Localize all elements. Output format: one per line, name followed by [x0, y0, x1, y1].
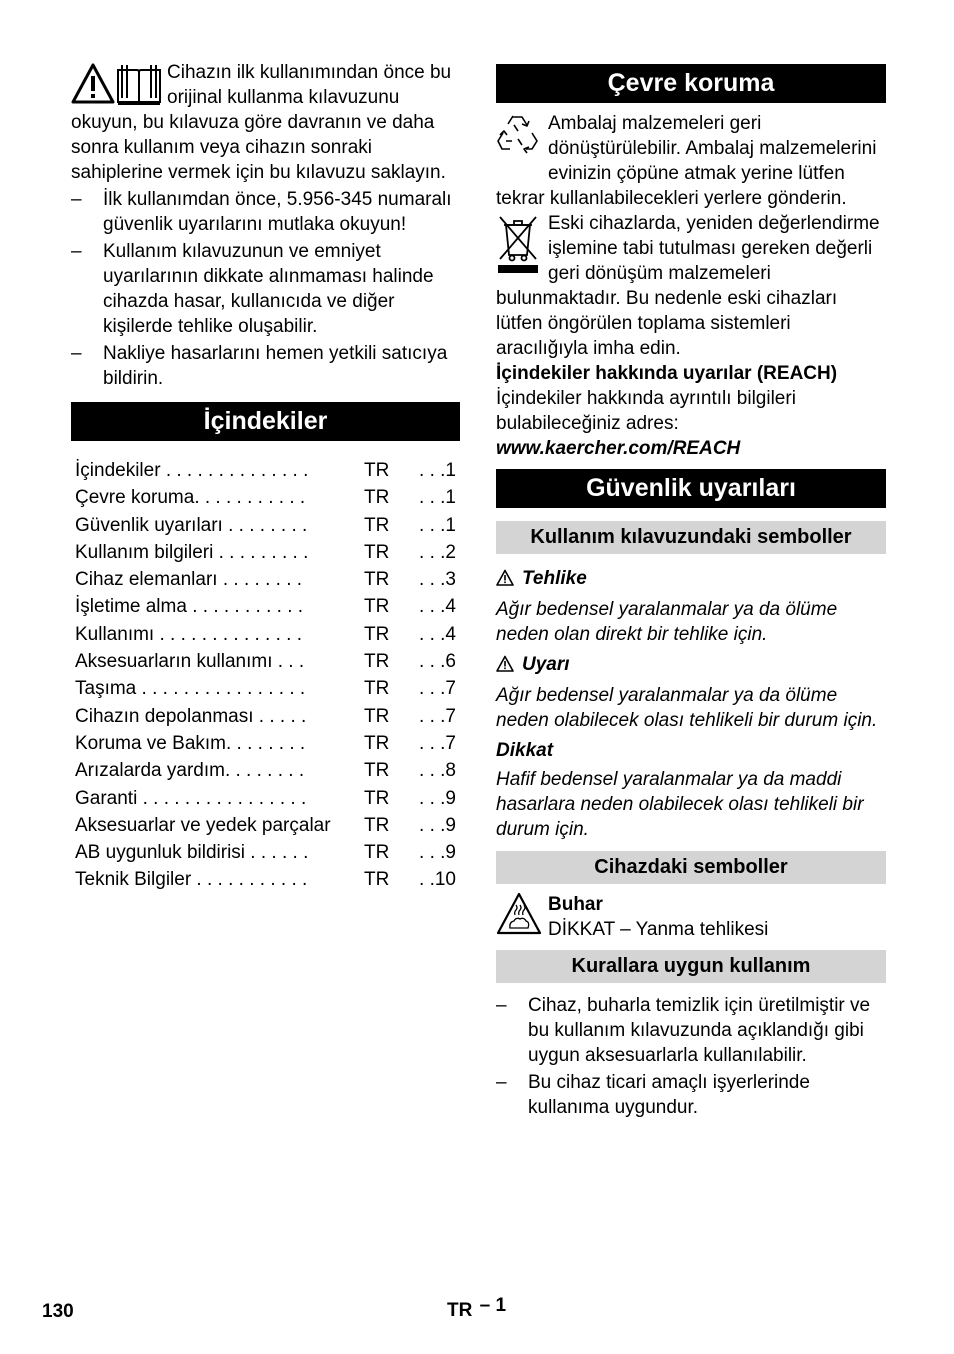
weee-section — [496, 211, 886, 361]
toc-title: Kullanım bilgileri . . . . . . . . . — [75, 541, 309, 563]
toc-lang: TR — [364, 787, 390, 809]
toc-page: . . .4 — [419, 596, 456, 618]
toc-lang: TR — [364, 842, 390, 864]
toc-row[interactable] — [71, 839, 460, 866]
crossed-bin-icon — [496, 211, 540, 282]
toc-title: Aksesuarlar ve yedek parçalar — [75, 814, 331, 836]
toc-lang: TR — [364, 760, 390, 782]
toc-row[interactable] — [71, 484, 460, 511]
env-heading: Çevre koruma — [496, 64, 886, 103]
toc-lang: TR — [364, 678, 390, 700]
toc-lang: TR — [364, 869, 390, 891]
recycle-section — [496, 111, 886, 211]
table-of-contents — [71, 457, 460, 894]
caution-text: Hafif bedensel yaralanmalar ya da maddi hasarlara neden olabilecek olası tehlikeli bir durum için. — [496, 769, 864, 840]
reach-url[interactable]: www.kaercher.com/REACH — [496, 438, 741, 459]
toc-title: Aksesuarların kullanımı . . . — [75, 651, 305, 673]
toc-title: Taşıma . . . . . . . . . . . . . . . . — [75, 678, 306, 700]
left-column — [71, 58, 460, 894]
toc-page: . . .9 — [419, 787, 456, 809]
toc-page: . .10 — [419, 869, 456, 891]
toc-page: . . .3 — [419, 569, 456, 591]
toc-page: . . .7 — [419, 732, 456, 754]
toc-title: Garanti . . . . . . . . . . . . . . . . — [75, 787, 307, 809]
toc-page: . . .4 — [419, 623, 456, 645]
proper-use-heading: Kurallara uygun kullanım — [496, 950, 886, 983]
right-column — [496, 58, 886, 1120]
toc-row[interactable] — [71, 593, 460, 620]
footer-lang-page — [447, 1295, 507, 1323]
toc-title: İşletime alma . . . . . . . . . . . — [75, 596, 304, 618]
footer-dash-page: – 1 — [479, 1295, 507, 1316]
toc-page: . . .2 — [419, 541, 456, 563]
list-item: – İlk kullanımdan önce, 5.956-345 numaralı güvenlik uyarılarını mutlaka okuyun! — [71, 187, 460, 237]
toc-page: . . .1 — [419, 487, 456, 509]
page-number: 130 — [42, 1301, 74, 1322]
toc-row[interactable] — [71, 539, 460, 566]
warning-label: Uyarı — [522, 654, 570, 675]
toc-row[interactable] — [71, 648, 460, 675]
list-item: – Kullanım kılavuzunun ve emniyet uyarılarının dikkate alınmaması halinde cihazda hasar, kullanıcıda ve diğer kişilerde tehlike oluşabilir. — [71, 239, 460, 339]
toc-page: . . .9 — [419, 842, 456, 864]
toc-row[interactable] — [71, 457, 460, 484]
toc-page: . . .1 — [419, 514, 456, 536]
toc-page: . . .9 — [419, 814, 456, 836]
toc-title: Cihaz elemanları . . . . . . . . — [75, 569, 303, 591]
recycle-icon — [496, 111, 540, 162]
list-item: – Cihaz, buharla temizlik için üretilmiştir ve bu kullanım kılavuzunda açıklandığı gibi uygun aksesuarlarla kullanılabilir. — [496, 993, 886, 1068]
toc-lang: TR — [364, 651, 390, 673]
toc-lang: TR — [364, 487, 390, 509]
toc-lang: TR — [364, 541, 390, 563]
symbols-heading: Kullanım kılavuzundaki semboller — [496, 521, 886, 554]
toc-row[interactable] — [71, 785, 460, 812]
toc-row[interactable] — [71, 812, 460, 839]
toc-page: . . .1 — [419, 460, 456, 481]
toc-title: Kullanımı . . . . . . . . . . . . . . — [75, 623, 303, 645]
toc-title: Teknik Bilgiler . . . . . . . . . . . — [75, 869, 308, 891]
toc-lang: TR — [364, 460, 390, 481]
steam-section — [496, 892, 886, 942]
warning-text: Ağır bedensel yaralanmalar ya da ölüme neden olabilecek olası tehlikeli bir durum için. — [496, 685, 878, 731]
list-item: – Nakliye hasarlarını hemen yetkili satıcıya bildirin. — [71, 341, 460, 391]
warning-and-manual-icon — [71, 62, 163, 110]
toc-row[interactable] — [71, 675, 460, 702]
danger-label-row — [496, 566, 886, 593]
toc-row[interactable] — [71, 566, 460, 593]
toc-title: Cihazın depolanması . . . . . — [75, 705, 307, 727]
toc-lang: TR — [364, 569, 390, 591]
toc-lang: TR — [364, 705, 390, 727]
intro-bullets — [71, 187, 460, 391]
toc-page: . . .8 — [419, 760, 456, 782]
toc-row[interactable] — [71, 866, 460, 893]
toc-title: İçindekiler . . . . . . . . . . . . . . — [75, 460, 309, 481]
steam-label: Buhar — [548, 894, 603, 915]
toc-lang: TR — [364, 514, 390, 536]
danger-label: Tehlike — [522, 568, 587, 589]
weee-text: Eski cihazlarda, yeniden değerlendirme işlemine tabi tutulması gereken değerli geri dönüşüm malzemeleri bulunmaktadır. Bu nedenle eski cihazları lütfen öngörülen toplama sistemleri aracılığıyla imha edin. — [496, 213, 880, 359]
toc-row[interactable] — [71, 703, 460, 730]
safety-heading: Güvenlik uyarıları — [496, 469, 886, 508]
toc-lang: TR — [364, 596, 390, 618]
warning-triangle-icon — [496, 654, 514, 679]
list-item: – Bu cihaz ticari amaçlı işyerlerinde kullanıma uygundur. — [496, 1070, 886, 1120]
device-symbols-heading: Cihazdaki semboller — [496, 851, 886, 884]
reach-heading: İçindekiler hakkında uyarılar (REACH) — [496, 363, 838, 384]
caution-label: Dikkat — [496, 740, 554, 761]
toc-page: . . .7 — [419, 705, 456, 727]
toc-lang: TR — [364, 732, 390, 754]
danger-text: Ağır bedensel yaralanmalar ya da ölüme neden olan direkt bir tehlike için. — [496, 599, 838, 645]
toc-page: . . .6 — [419, 651, 456, 673]
reach-text: İçindekiler hakkında ayrıntılı bilgileri bulabileceğiniz adres: — [496, 388, 796, 434]
toc-title: Güvenlik uyarıları . . . . . . . . — [75, 514, 308, 536]
toc-title: AB uygunluk bildirisi . . . . . . — [75, 842, 309, 864]
toc-row[interactable] — [71, 512, 460, 539]
toc-row[interactable] — [71, 730, 460, 757]
footer-lang: TR — [447, 1300, 473, 1321]
toc-row[interactable] — [71, 757, 460, 784]
toc-lang: TR — [364, 814, 390, 836]
toc-heading: İçindekiler — [71, 402, 460, 441]
toc-page: . . .7 — [419, 678, 456, 700]
intro-text: Cihazın ilk kullanımından önce bu orijinal kullanma kılavuzunu okuyun, bu kılavuza göre davranın ve daha sonra kullanım veya cihazın sonraki sahiplerine vermek için bu kılavuzu saklayın. — [71, 62, 452, 183]
recycle-text: Ambalaj malzemeleri geri dönüştürülebilir. Ambalaj malzemelerini evinizin çöpüne atmak yerine lütfen tekrar kullanlabilecekleri yerlere gönderin. — [496, 113, 877, 209]
warning-label-row — [496, 652, 886, 679]
toc-title: Arızalarda yardım. . . . . . . . — [75, 760, 305, 782]
hot-steam-warning-icon — [496, 892, 542, 943]
proper-use-list — [496, 993, 886, 1120]
toc-row[interactable] — [71, 621, 460, 648]
toc-title: Koruma ve Bakım. . . . . . . . — [75, 732, 306, 754]
steam-text: DİKKAT – Yanma tehlikesi — [548, 919, 769, 940]
toc-title: Çevre koruma. . . . . . . . . . . — [75, 487, 306, 509]
toc-lang: TR — [364, 623, 390, 645]
warning-triangle-icon — [496, 568, 514, 593]
intro-section — [71, 58, 460, 185]
